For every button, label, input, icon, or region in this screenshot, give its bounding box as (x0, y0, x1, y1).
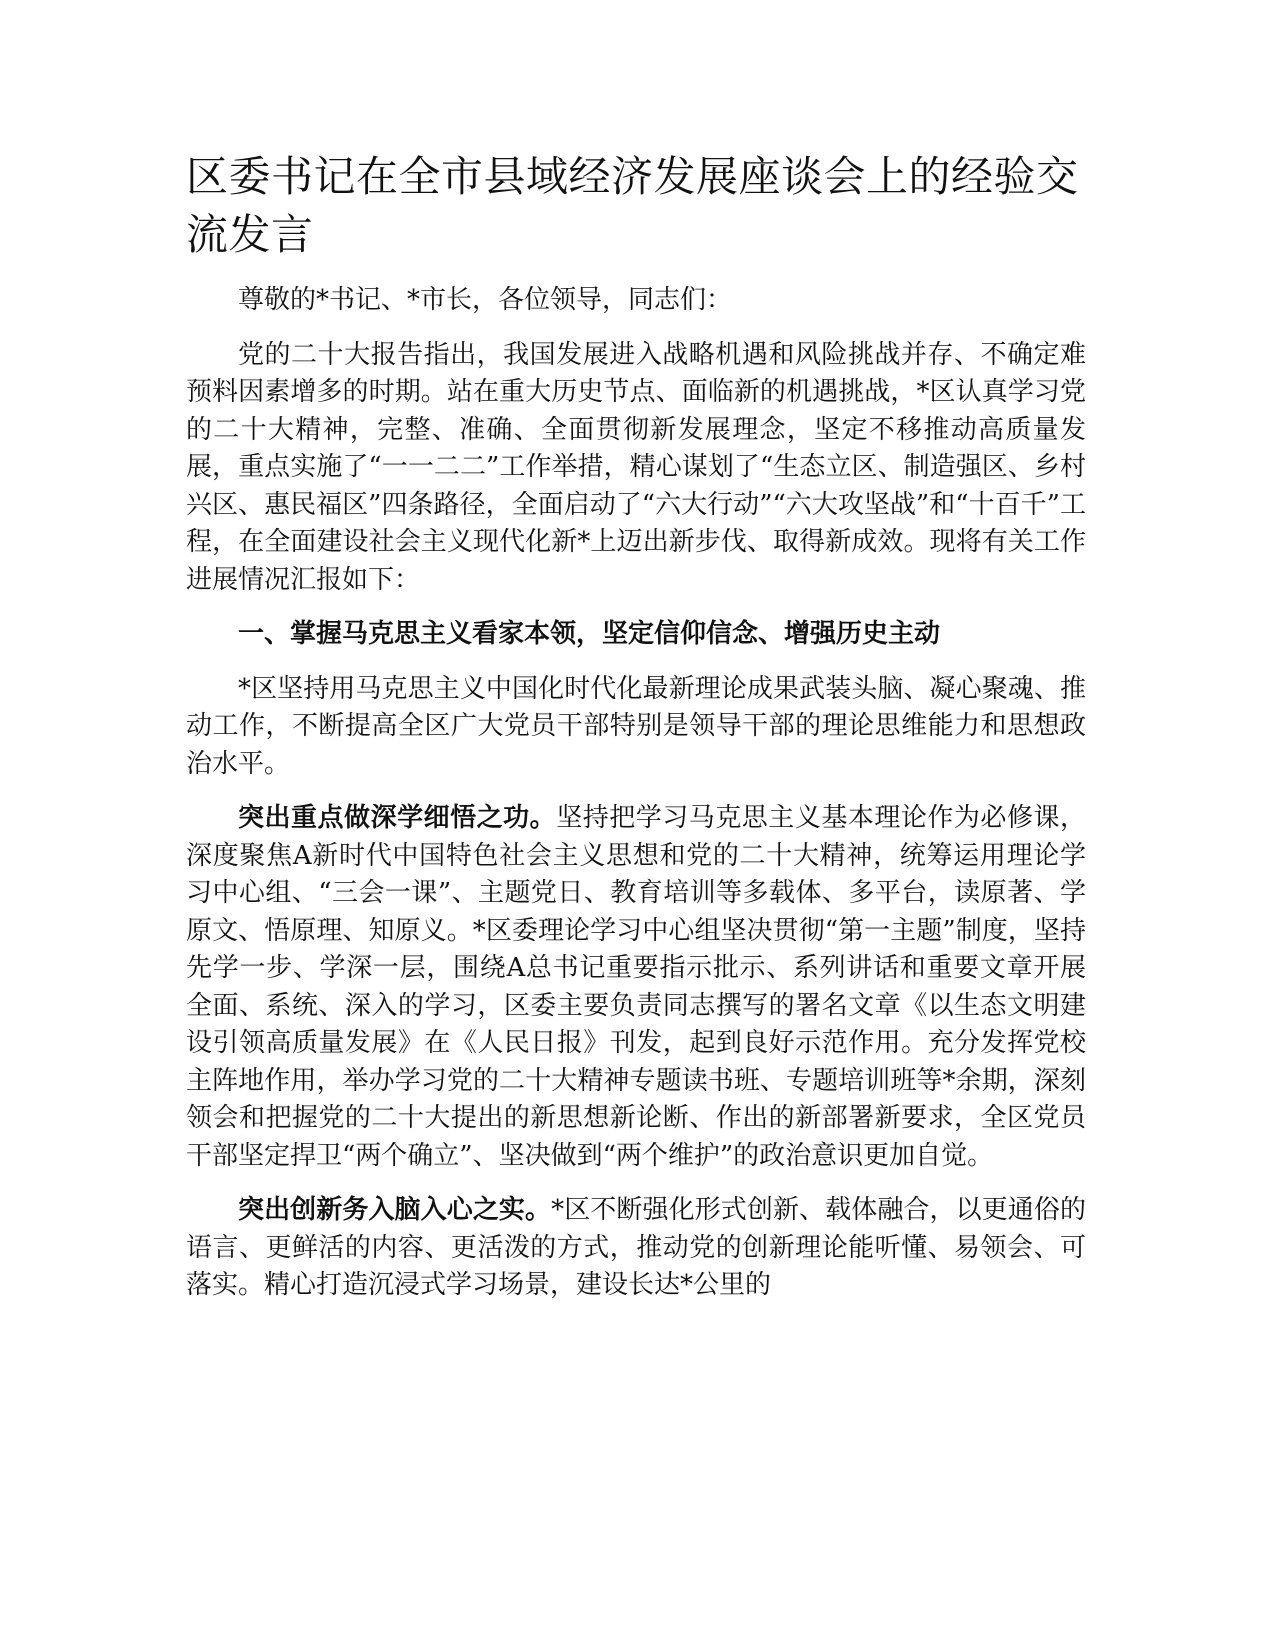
point-2-text: *区不断强化形式创新、载体融合，以更通俗的语言、更鲜活的内容、更活泼的方式，推动党的创新理论能听懂、易领会、可落实。精心打造沉浸式学习场景，建设长达*公里的 (186, 1195, 1086, 1300)
section-1-summary: *区坚持用马克思主义中国化时代化最新理论成果武装头脑、凝心聚魂、推动工作，不断提高全区广大党员干部特别是领导干部的理论思维能力和思想政治水平。 (186, 673, 1086, 779)
document-page (186, 148, 1086, 1322)
salutation: 尊敬的*书记、*市长，各位领导，同志们： (238, 285, 733, 315)
section-1-point-2 (186, 1192, 1086, 1305)
section-heading-1: 一、掌握马克思主义看家本领，坚定信仰信念、增强历史主动 (238, 619, 941, 649)
document-title: 区委书记在全市县域经济发展座谈会上的经验交流发言 (186, 152, 1079, 259)
section-1-point-1 (186, 800, 1086, 1175)
point-2-lead: 突出创新务入脑入心之实。 (238, 1195, 552, 1225)
point-1-text: 坚持把学习马克思主义基本理论作为必修课，深度聚焦A新时代中国特色社会主义思想和党的二十大精神，统筹运用理论学习中心组、“三会一课”、主题党日、教育培训等多载体、多平台，读原著、学原文、悟原理、知原义。*区委理论学习中心组坚决贯彻“第一主题”制度，坚持先学一步、学深一层，围绕A总书记重要指示批示、系列讲话和重要文章开展全面、系统、深入的学习，区委主要负责同志撰写的署名文章《以生态文明建设引领高质量发展》在《人民日报》刊发，起到良好示范作用。充分发挥党校主阵地作用，举办学习党的二十大精神专题读书班、专题培训班等*余期，深刻领会和把握党的二十大提出的新思想新论断、作出的新部署新要求，全区党员干部坚定捍卫“两个确立”、坚决做到“两个维护”的政治意识更加自觉。 (186, 803, 1086, 1171)
intro-paragraph: 党的二十大报告指出，我国发展进入战略机遇和风险挑战并存、不确定难预料因素增多的时期。站在重大历史节点、面临新的机遇挑战，*区认真学习党的二十大精神，完整、准确、全面贯彻新发展理念，坚定不移推动高质量发展，重点实施了“一一二二”工作举措，精心谋划了“生态立区、制造强区、乡村兴区、惠民福区”四条路径，全面启动了“六大行动”“六大攻坚战”和“十百千”工程，在全面建设社会主义现代化新*上迈出新步伐、取得新成效。现将有关工作进展情况汇报如下： (186, 339, 1086, 595)
point-1-lead: 突出重点做深学细悟之功。 (238, 803, 557, 833)
